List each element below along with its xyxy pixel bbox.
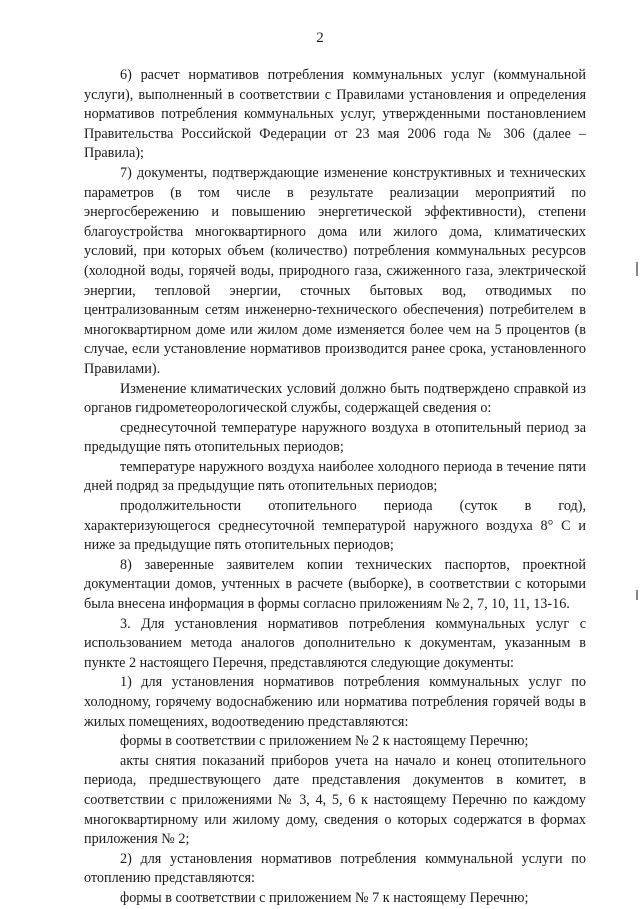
paragraph-forms-appendix-7: формы в соответствии с приложением № 7 к настоящему Перечню; xyxy=(120,889,529,906)
paragraph-subitem-1: 1) для установления нормативов потребления коммунальных услуг по холодному, горячему водоснабжению или норматива потребления горячей воды в жилых помещениях, водоотведению представляются: xyxy=(84,674,586,730)
paragraph-item-6: 6) расчет нормативов потребления коммунальных услуг (коммунальной услуги), выполненный в соответствии с Правилами установления и определения нормативов потребления коммунальных услуг, утвержденными постановлением Правительства Российской Федерации от 23 мая 2006 года № 306 (далее – Правила); xyxy=(84,67,586,162)
scan-edge-mark xyxy=(636,262,638,276)
page-number: 2 xyxy=(316,30,324,46)
paragraph-avg-temperature: среднесуточной температуре наружного воздуха в отопительный период за предыдущие пять отопительных периодов; xyxy=(84,419,586,456)
paragraph-heating-duration: продолжительности отопительного периода (суток в год), характеризующегося среднесуточной температурой наружного воздуха 8° С и ниже за предыдущие пять отопительных периодов; xyxy=(84,498,586,554)
document-body xyxy=(84,66,586,909)
paragraph-climate-change: Изменение климатических условий должно быть подтверждено справкой из органов гидрометеорологической службы, содержащей сведения о: xyxy=(84,380,586,417)
paragraph-subitem-2: 2) для установления нормативов потребления коммунальной услуги по отоплению представляются: xyxy=(84,850,586,887)
paragraph-meter-acts: акты снятия показаний приборов учета на начало и конец отопительного периода, предшествующего дате представления документов в комитет, в соответствии с приложениями № 3, 4, 5, 6 к настоящему Перечню по каждому многоквартирному или жилому дому, сведения о которых содержатся в формах приложения № 2; xyxy=(84,752,586,848)
paragraph-forms-appendix-2: формы в соответствии с приложением № 2 к настоящему Перечню; xyxy=(120,733,529,750)
paragraph-section-3: 3. Для установления нормативов потребления коммунальных услуг с использованием метода аналогов дополнительно к документам, указанным в пункте 2 настоящего Перечня, представляются следующие документы: xyxy=(84,615,586,671)
paragraph-cold-period: температуре наружного воздуха наиболее холодного периода в течение пяти дней подряд за предыдущие пять отопительных периодов; xyxy=(84,458,586,495)
paragraph-item-8: 8) заверенные заявителем копии технических паспортов, проектной документации домов, учтенных в расчете (выборке), в соответствии с которыми была внесена информация в формы согласно приложениям № 2, 7, 10, 11, 13-16. xyxy=(84,556,586,613)
scan-edge-mark xyxy=(636,590,638,600)
paragraph-item-7: 7) документы, подтверждающие изменение конструктивных и технических параметров (в том числе в результате реализации мероприятий по энергосбережению и повышению энергетической эффективности), степени благоустройства многоквартирного дома или жилого дома, климатических условий, при которых объем (количество) потребления коммунальных ресурсов (холодной воды, горячей воды, природного газа, сжиженного газа, электрической энергии, тепловой энергии, сточных бытовых вод, отводимых по централизованным сетям инженерно-технического обеспечения) потребителем в многоквартирном доме или жилом доме изменяется более чем на 5 процентов (в случае, если установление нормативов производится ранее срока, установленного Правилами). xyxy=(84,164,586,377)
